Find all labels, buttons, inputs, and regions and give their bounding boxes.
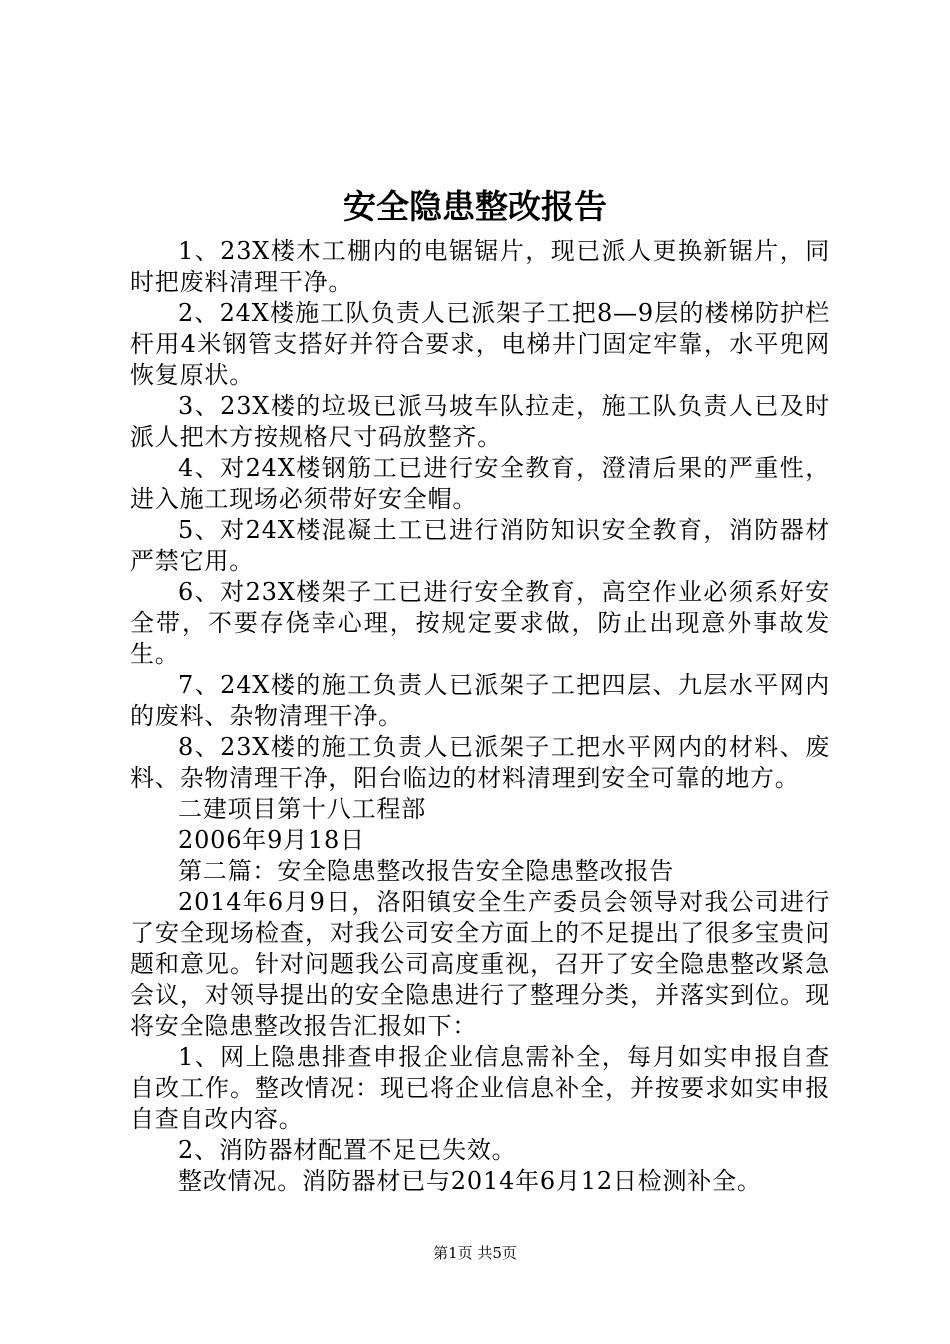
paragraph-item-4: 4、对24X楼钢筋工已进行安全教育，澄清后果的严重性，进入施工现场必须带好安全帽。 [130,454,830,513]
document-title: 安全隐患整改报告 [343,187,607,226]
signature-date: 2006年9月18日 [178,826,365,854]
paragraph-rectification: 整改情况。消防器材已与2014年6月12日检测补全。 [178,1167,762,1195]
page-footer: 第1页 共5页 [433,1244,517,1262]
paragraph-intro: 2014年6月9日，洛阳镇安全生产委员会领导对我公司进行了安全现场检查，对我公司安全方面上的不足提出了很多宝贵问题和意见。针对问题我公司高度重视，召开了安全隐患整改紧急会议，对领导提出的安全隐患进行了整理分类，并落实到位。现将安全隐患整改报告汇报如下： [130,888,830,1040]
paragraph-item-2: 2、24X楼施工队负责人已派架子工把8—9层的楼梯防护栏杆用4米钢管支搭好并符合要求，电梯井门固定牢靠，水平兜网恢复原状。 [130,299,830,389]
paragraph-item-6: 6、对23X楼架子工已进行安全教育，高空作业必须系好安全带，不要存侥幸心理，按规定要求做，防止出现意外事故发生。 [130,578,830,668]
paragraph-item-1: 1、23X楼木工棚内的电锯锯片，现已派人更换新锯片，同时把废料清理干净。 [130,237,830,296]
section-heading-part-two: 第二篇：安全隐患整改报告安全隐患整改报告 [178,857,674,885]
paragraph-item-3: 3、23X楼的垃圾已派马坡车队拉走，施工队负责人已及时派人把木方按规格尺寸码放整齐。 [130,392,830,451]
paragraph-item-5: 5、对24X楼混凝土工已进行消防知识安全教育，消防器材严禁它用。 [130,516,830,575]
paragraph-issue-1: 1、网上隐患排查申报企业信息需补全，每月如实申报自查自改工作。整改情况：现已将企业信息补全，并按要求如实申报自查自改内容。 [130,1043,830,1133]
document-body [130,236,830,1197]
paragraph-item-8: 8、23X楼的施工负责人已派架子工把水平网内的材料、废料、杂物清理干净，阳台临边的材料清理到安全可靠的地方。 [130,733,830,792]
signature-department: 二建项目第十八工程部 [178,795,426,823]
paragraph-issue-2: 2、消防器材配置不足已失效。 [178,1136,517,1164]
paragraph-item-7: 7、24X楼的施工负责人已派架子工把四层、九层水平网内的废料、杂物清理干净。 [130,671,830,730]
